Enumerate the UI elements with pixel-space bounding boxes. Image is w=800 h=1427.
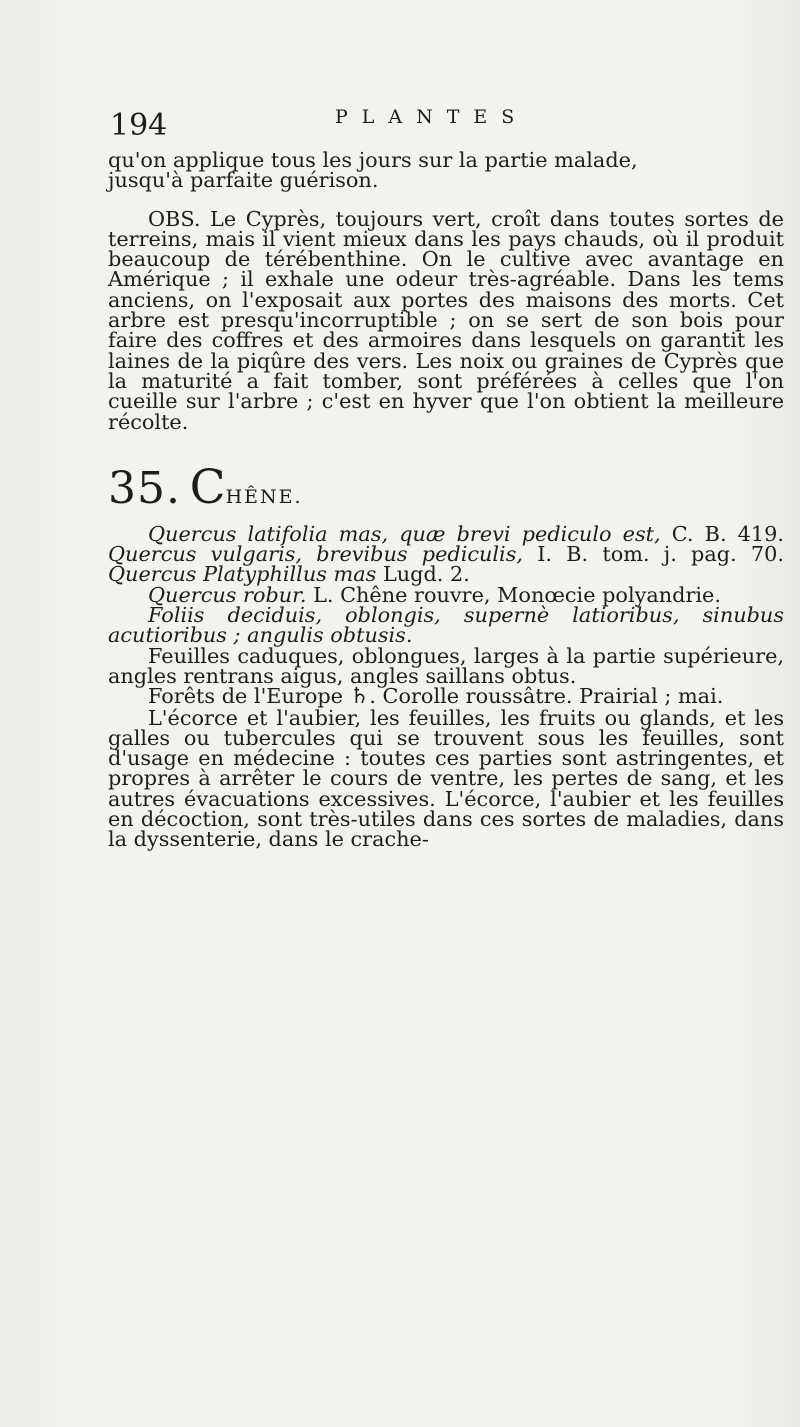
- linnaean-name-paragraph: [108, 582, 784, 607]
- reference-1: C. B. 419.: [671, 521, 784, 546]
- section-number: 35.: [108, 462, 181, 514]
- continuation-line-1: qu'on applique tous les jours sur la partie malade,: [108, 148, 638, 172]
- synonyms-paragraph: [108, 521, 784, 587]
- running-title: PLANTES: [335, 106, 529, 128]
- reference-2: I. B. tom. j. pag. 70.: [537, 542, 784, 567]
- habitat-text: Forêts de l'Europe: [148, 684, 343, 709]
- synonym-2: Quercus vulgaris, brevibus pediculis,: [108, 542, 523, 567]
- section-title-initial: C: [189, 459, 226, 515]
- observation-paragraph: OBS. Le Cyprès, toujours vert, croît dans toutes sortes de terreins, mais il vient mieux dans les pays chauds, où il produit beaucoup de térébenthine. On le cultive avec avantage en Amérique ; il exhale une odeur très-agréable. Dans les tems anciens, on l'exposait aux portes des maisons des morts. Cet arbre est presqu'incorruptible ; on se sert de son bois pour faire des coffres et des armoires dans lesquels on garantit les laines de la piqûre des vers. Les noix ou graines de Cyprès que la maturité a fait tomber, sont préférées à celles que l'on cueille sur l'arbre ; c'est en hyver que l'on obtient la meilleure récolte.: [108, 206, 784, 434]
- synonym-1: Quercus latifolia mas, quæ brevi pediculo est,: [148, 521, 661, 546]
- continuation-line-2: jusqu'à parfaite guérison.: [108, 168, 379, 193]
- linnaean-name: Quercus robur.: [148, 582, 307, 607]
- french-description: Feuilles caduques, oblongues, larges à la partie supérieure, angles rentrans aigus, angles saillans obtus.: [108, 643, 784, 688]
- tree-symbol: ♄: [349, 684, 370, 710]
- medical-uses-paragraph: L'écorce et l'aubier, les feuilles, les fruits ou glands, et les galles ou tubercules qui se trouvent sous les feuilles, sont d'usage en médecine : toutes ces parties sont astringentes, et propres à arrêter le cours de ventre, les pertes de sang, et les autres évacuations excessives. L'écorce, l'aubier et les feuilles en décoction, sont très-utiles dans ces sortes de maladies, dans la dyssenterie, dans le crache-: [108, 705, 784, 852]
- section-title-rest: HÊNE.: [225, 485, 303, 508]
- synonym-3: Quercus Platyphillus mas: [108, 562, 377, 587]
- page-body: [108, 150, 784, 850]
- section-heading: [108, 459, 784, 515]
- reference-3: Lugd. 2.: [382, 562, 470, 587]
- latin-description: Foliis deciduis, oblongis, supernè latioribus, sinubus acutioribus ; angulis obtusis.: [108, 603, 784, 648]
- running-head: [110, 100, 750, 143]
- habitat-paragraph: [108, 684, 784, 710]
- flowering-text: . Corolle roussâtre. Prairial ; mai.: [369, 684, 724, 709]
- page-number: 194: [110, 108, 168, 143]
- common-name-and-class: L. Chêne rouvre, Monœcie polyandrie.: [313, 582, 721, 607]
